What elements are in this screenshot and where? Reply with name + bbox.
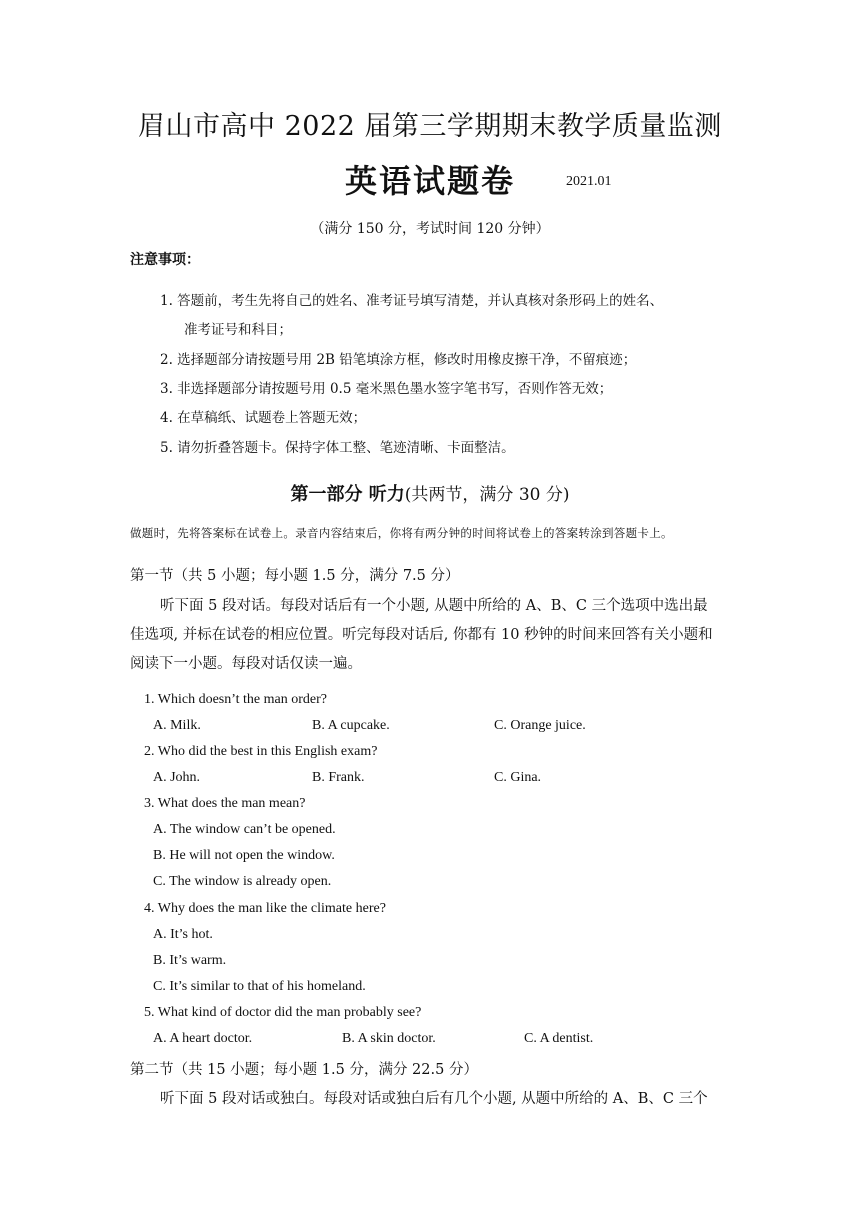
question-option: B. A skin doctor.	[342, 1031, 436, 1046]
part-subtitle: (共两节，满分 30 分)	[404, 485, 570, 505]
subtitle-row	[0, 156, 860, 202]
question-stem: 4. Why does the man like the climate here?	[144, 901, 386, 916]
question-option: B. It’s warm.	[153, 953, 227, 968]
notice-heading: 注意事项：	[130, 252, 200, 268]
question-option: A. It’s hot.	[153, 927, 213, 942]
notice-item: 3. 非选择题部分请按题号用 0.5 毫米黑色墨水签字笔书写，否则作答无效；	[160, 381, 613, 397]
question-option: C. The window is already open.	[153, 874, 332, 889]
part-title: 第一部分 听力	[290, 484, 405, 505]
question-option: A. The window can’t be opened.	[153, 822, 336, 837]
section-instruction: 佳选项, 并标在试卷的相应位置。听完每段对话后, 你都有 10 秒钟的时间来回答有关小题和	[130, 627, 713, 643]
notice-item: 4. 在草稿纸、试题卷上答题无效；	[160, 410, 367, 426]
question-option: C. Orange juice.	[494, 718, 586, 733]
question-stem: 5. What kind of doctor did the man probably see?	[144, 1005, 422, 1020]
question-option: B. A cupcake.	[312, 718, 390, 733]
section-heading: 第二节（共 15 小题；每小题 1.5 分，满分 22.5 分）	[130, 1062, 478, 1078]
section-instruction: 听下面 5 段对话。每段对话后有一个小题, 从题中所给的 A、B、C 三个选项中选出最	[160, 598, 708, 614]
question-option: B. Frank.	[312, 770, 365, 785]
question-stem: 3. What does the man mean?	[144, 796, 306, 811]
score-info: （满分 150 分，考试时间 120 分钟）	[310, 221, 550, 237]
notice-item: 2. 选择题部分请按题号用 2B 铅笔填涂方框，修改时用橡皮擦干净，不留痕迹；	[160, 352, 637, 368]
section-heading: 第一节（共 5 小题；每小题 1.5 分，满分 7.5 分）	[130, 568, 460, 584]
question-option: A. A heart doctor.	[153, 1031, 253, 1046]
section-instruction: 阅读下一小题。每段对话仅读一遍。	[130, 656, 362, 672]
notice-item: 1. 答题前，考生先将自己的姓名、准考证号填写清楚，并认真核对条形码上的姓名、	[160, 293, 664, 309]
notice-item: 5. 请勿折叠答题卡。保持字体工整、笔迹清晰、卡面整洁。	[160, 440, 515, 456]
question-option: C. A dentist.	[524, 1031, 594, 1046]
section-instruction: 听下面 5 段对话或独白。每段对话或独白后有几个小题, 从题中所给的 A、B、C 三个	[160, 1091, 708, 1107]
question-option: C. It’s similar to that of his homeland.	[153, 979, 366, 994]
part-heading	[0, 480, 860, 506]
exam-subtitle: 英语试题卷	[344, 162, 515, 200]
question-option: A. Milk.	[153, 718, 201, 733]
question-stem: 2. Who did the best in this English exam?	[144, 744, 378, 759]
exam-title: 眉山市高中 2022 届第三学期期末教学质量监测	[138, 111, 722, 142]
question-option: C. Gina.	[494, 770, 542, 785]
part-direction: 做题时，先将答案标在试卷上。录音内容结束后，你将有两分钟的时间将试卷上的答案转涂到答题卡上。	[130, 526, 673, 540]
question-option: A. John.	[153, 770, 201, 785]
notice-item: 准考证号和科目；	[184, 322, 292, 338]
question-option: B. He will not open the window.	[153, 848, 335, 863]
exam-date: 2021.01	[566, 174, 612, 189]
question-stem: 1. Which doesn’t the man order?	[144, 692, 327, 707]
